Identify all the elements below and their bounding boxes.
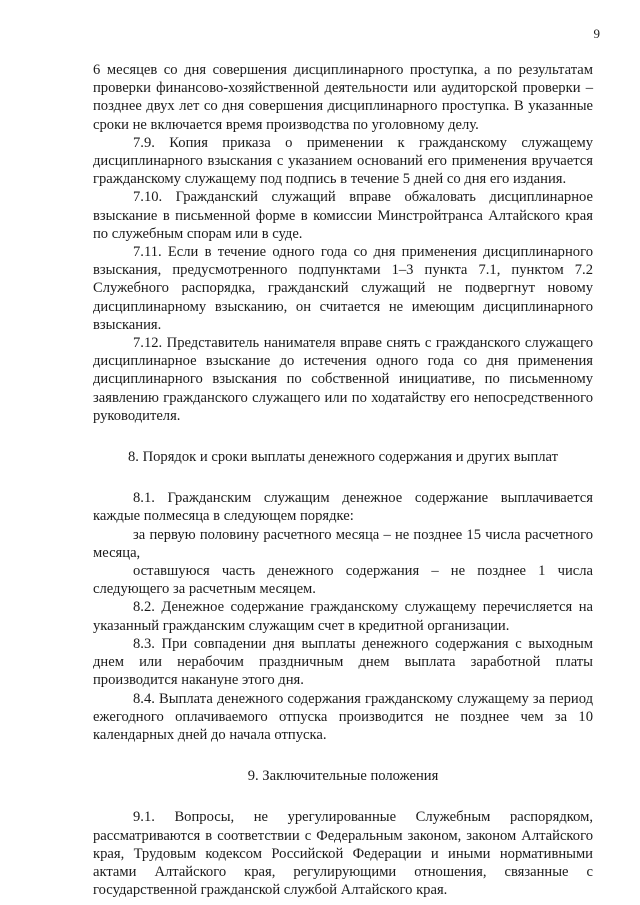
paragraph-7-10: 7.10. Гражданский служащий вправе обжаловать дисциплинарное взыскание в письменной форме в комиссии Минстройтранса Алтайского края по служебным спорам или в суде. [93, 189, 593, 242]
paragraph-8-1-first-half: за первую половину расчетного месяца – не позднее 15 числа расчетного месяца, [93, 526, 593, 561]
paragraph-8-2: 8.2. Денежное содержание гражданскому служащему перечисляется на указанный гражданским служащим счет в кредитной организации. [93, 599, 593, 634]
paragraph-8-1-second-half: оставшуюся часть денежного содержания – не позднее 1 числа следующего за расчетным месяцем. [93, 563, 593, 598]
paragraph-7-12: 7.12. Представитель нанимателя вправе снять с гражданского служащего дисциплинарное взыскание до истечения одного года со дня применения дисциплинарного взыскания по собственной инициативе, по письменному заявлению гражданского служащего или по ходатайству его непосредственного руководителя. [93, 335, 593, 424]
document-body [93, 61, 593, 899]
paragraph-8-1: 8.1. Гражданским служащим денежное содержание выплачивается каждые полмесяца в следующем порядке: [93, 490, 593, 525]
section-9-heading: 9. Заключительные положения [247, 768, 439, 785]
paragraph-9-1: 9.1. Вопросы, не урегулированные Служебным распорядком, рассматриваются в соответствии с Федеральным законом, законом Алтайского края, Трудовым кодексом Российской Федерации и иными нормативными актами Алтайского края, регулирующими отношения, связанные с государственной гражданской службой Алтайского края. [93, 809, 593, 899]
paragraph-continuation: 6 месяцев со дня совершения дисциплинарного проступка, а по результатам проверки финансово-хозяйственной деятельности или аудиторской проверки – позднее двух лет со дня совершения дисциплинарного проступка. В указанные сроки не включается время производства по уголовному делу. [93, 62, 593, 133]
paragraph-7-11: 7.11. Если в течение одного года со дня применения дисциплинарного взыскания, предусмотренного подпунктами 1–3 пункта 7.1, пунктом 7.2 Служебного распорядка, гражданский служащий не подвергнут новому дисциплинарному взысканию, он считается не имеющим дисциплинарного взыскания. [93, 244, 593, 333]
page-number: 9 [593, 26, 600, 41]
section-8-heading: 8. Порядок и сроки выплаты денежного содержания и других выплат [127, 449, 559, 466]
paragraph-8-3: 8.3. При совпадении дня выплаты денежного содержания с выходным днем или нерабочим праздничным днем выплата заработной платы производится накануне этого дня. [93, 635, 593, 689]
paragraph-8-4: 8.4. Выплата денежного содержания гражданскому служащему за период ежегодного оплачиваемого отпуска производится не позднее чем за 10 календарных дней до начала отпуска. [93, 690, 593, 743]
paragraph-7-9: 7.9. Копия приказа о применении к гражданскому служащему дисциплинарного взыскания с указанием оснований его применения вручается гражданскому служащему под подпись в течение 5 дней со дня его издания. [93, 134, 593, 188]
